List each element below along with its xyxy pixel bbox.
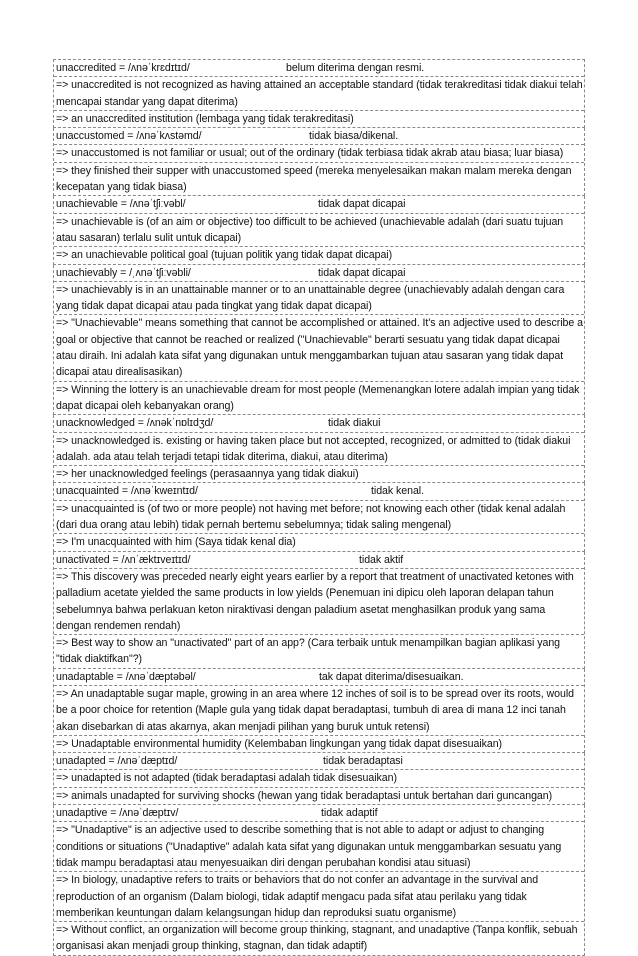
- dictionary-entry: [53, 265, 585, 416]
- headword-pronunciation: unachievable = /ʌnəˈtʃiːvəbl/: [56, 198, 186, 211]
- headword-pronunciation: unachievably = /ˌʌnəˈtʃiːvəbli/: [56, 266, 191, 279]
- entry-example: => her unacknowledged feelings (perasaannya yang tidak diakui): [56, 468, 359, 481]
- entry-headword-line: [54, 669, 584, 686]
- dictionary-entry: [53, 669, 585, 753]
- headword-translation: tidak beradaptasi: [323, 755, 403, 768]
- entry-headword-line: [54, 753, 584, 770]
- entry-example: => "Unachievable" means something that cannot be accomplished or attained. It's an adjective used to describe a goal or objective that cannot be reached or realized ("Unachievable" berarti sesuatu yang tidak dapat dicapai atau diraih. Ini adalah kata sifat yang digunakan untuk menggambarkan tujuan atau sasaran yang tidak dapat dicapai atau direalisasikan): [54, 315, 584, 381]
- headword-pronunciation: unacquainted = /ʌnəˈkweɪntɪd/: [56, 485, 198, 498]
- entry-example: => Winning the lottery is an unachievable dream for most people (Memenangkan lotere adalah impian yang tidak dapat dicapai oleh kebanyakan orang): [56, 383, 580, 412]
- entry-headword-line: [54, 805, 584, 822]
- dictionary-sheet: [53, 59, 585, 956]
- dictionary-entry: [53, 552, 585, 669]
- entry-example: => Best way to show an "unactivated" part of an app? (Cara terbaik untuk menampilkan bagian aplikasi yang "tidak diaktifkan"?): [56, 637, 561, 666]
- entry-headword-line: [54, 415, 584, 432]
- headword-translation: tak dapat diterima/disesuaikan.: [319, 670, 464, 683]
- headword-pronunciation: unadaptable = /ʌnəˈdæptəbəl/: [56, 670, 196, 683]
- headword-translation: tidak adaptif: [321, 807, 378, 820]
- entry-headword-line: [54, 60, 584, 77]
- entry-example: => An unadaptable sugar maple, growing in an area where 12 inches of soil is to be spread over its roots, would be a poor choice for retention (Maple gula yang tidak dapat beradaptasi, tumbuh di area di mana 12 inci tanah akan disebarkan di atas akarnya, akan menjadi pilihan yang buruk untuk retensi): [54, 686, 584, 736]
- headword-pronunciation: unadapted = /ʌnəˈdæptɪd/: [56, 755, 178, 768]
- entry-example: => unacquainted is (of two or more people) not having met before; not knowing each other (tidak kenal adalah (dari dua orang atau lebih) tidak pernah bertemu sebelumnya; tidak saling mengenal): [54, 501, 584, 535]
- entry-example: => they finished their supper with unaccustomed speed (mereka menyelesaikan makan malam mereka dengan kecepatan yang tidak biasa): [56, 164, 572, 194]
- headword-pronunciation: unaccredited = /ʌnəˈkrɛdɪtɪd/: [56, 62, 190, 74]
- entry-example: => an unaccredited institution (lembaga yang tidak terakreditasi): [56, 112, 354, 125]
- entry-example: => Unadaptable environmental humidity (Kelembaban lingkungan yang tidak dapat disesuaikan): [56, 737, 503, 750]
- entry-example: => "Unadaptive" is an adjective used to describe something that is not able to adapt or adjust to changing conditions or situations ("Unadaptive" adalah kata sifat yang digunakan untuk menggambarkan sesuatu yang tidak mampu beradaptasi atau menyesuaikan diri dengan perubahan kondisi atau situasi): [54, 822, 584, 872]
- dictionary-entry: [53, 196, 585, 264]
- headword-translation: tidak kenal.: [371, 485, 424, 498]
- headword-pronunciation: unadaptive = /ʌnəˈdæptɪv/: [56, 807, 179, 820]
- entry-example: => In biology, unadaptive refers to traits or behaviors that do not confer an advantage in the survival and reproduction of an organism (Dalam biologi, tidak adaptif mengacu pada sifat atau perilaku yang tidak memberikan keuntungan dalam kelangsungan hidup dan reproduksi suatu organisme): [54, 872, 584, 922]
- headword-pronunciation: unaccustomed = /ʌnəˈkʌstəmd/: [56, 130, 202, 143]
- entry-headword-line: [54, 196, 584, 213]
- entry-example: => an unachievable political goal (tujuan politik yang tidak dapat dicapai): [56, 249, 393, 262]
- dictionary-entry: [53, 128, 585, 196]
- headword-translation: tidak aktif: [359, 553, 404, 566]
- headword-pronunciation: unactivated = /ʌnˈæktɪveɪtɪd/: [56, 553, 191, 566]
- entry-example: => unaccustomed is not familiar or usual; out of the ordinary (tidak terbiasa tidak akrab atau biasa; luar biasa): [54, 145, 584, 162]
- dictionary-entry: [53, 483, 585, 551]
- dictionary-entry: [53, 805, 585, 956]
- headword-translation: tidak diakui: [328, 417, 381, 430]
- headword-translation: belum diterima dengan resmi.: [286, 62, 425, 74]
- entry-example: => unadapted is not adapted (tidak beradaptasi adalah tidak disesuaikan): [54, 770, 584, 787]
- dictionary-entry: [53, 415, 585, 483]
- entry-example: => unacknowledged is. existing or having taken place but not accepted, recognized, or admitted to (tidak diakui adalah. ada atau telah terjadi tetapi tidak diterima, diakui, atau diterima): [54, 433, 584, 467]
- dictionary-entry: [53, 59, 585, 128]
- entry-headword-line: [54, 552, 584, 569]
- entry-headword-line: [54, 265, 584, 282]
- dictionary-entry: [53, 753, 585, 805]
- headword-pronunciation: unacknowledged = /ʌnəkˈnɒlɪdʒd/: [56, 417, 214, 430]
- headword-translation: tidak biasa/dikenal.: [309, 130, 399, 143]
- entry-example: => Without conflict, an organization will become group thinking, stagnant, and unadaptive (Tanpa konflik, sebuah organisasi akan menjadi group thinking, stagnan, dan tidak adaptif): [56, 924, 578, 953]
- entry-example: => unaccredited is not recognized as having attained an acceptable standard (tidak terakreditasi tidak diakui telah mencapai standar yang dapat diterima): [54, 77, 584, 111]
- entry-example: => unachievable is (of an aim or objective) too difficult to be achieved (unachievable adalah (dari suatu tujuan atau sasaran) terlalu sulit untuk dicapai): [54, 214, 584, 248]
- entry-example: => unachievably is in an unattainable manner or to an unattainable degree (unachievably adalah dengan cara yang tidak dapat dicapai atau pada tingkat yang tidak dapat dicapai): [54, 282, 584, 316]
- entry-example: => animals unadapted for surviving shocks (hewan yang tidak beradaptasi untuk bertahan dari guncangan): [56, 789, 553, 802]
- headword-translation: tidak dapat dicapai: [318, 266, 406, 279]
- entry-headword-line: [54, 483, 584, 500]
- entry-headword-line: [54, 128, 584, 145]
- headword-translation: tidak dapat dicapai: [318, 198, 406, 211]
- entry-example: => I'm unacquainted with him (Saya tidak kenal dia): [56, 536, 296, 549]
- entry-example: => This discovery was preceded nearly eight years earlier by a report that treatment of unactivated ketones with palladium acetate yielded the same products in low yields (Penemuan ini dipicu oleh laporan delapan tahun sebelumnya bahwa perlakuan keton niraktivasi dengan paladium asetat menghasilkan produk yang sama dengan rendemen rendah): [54, 569, 584, 635]
